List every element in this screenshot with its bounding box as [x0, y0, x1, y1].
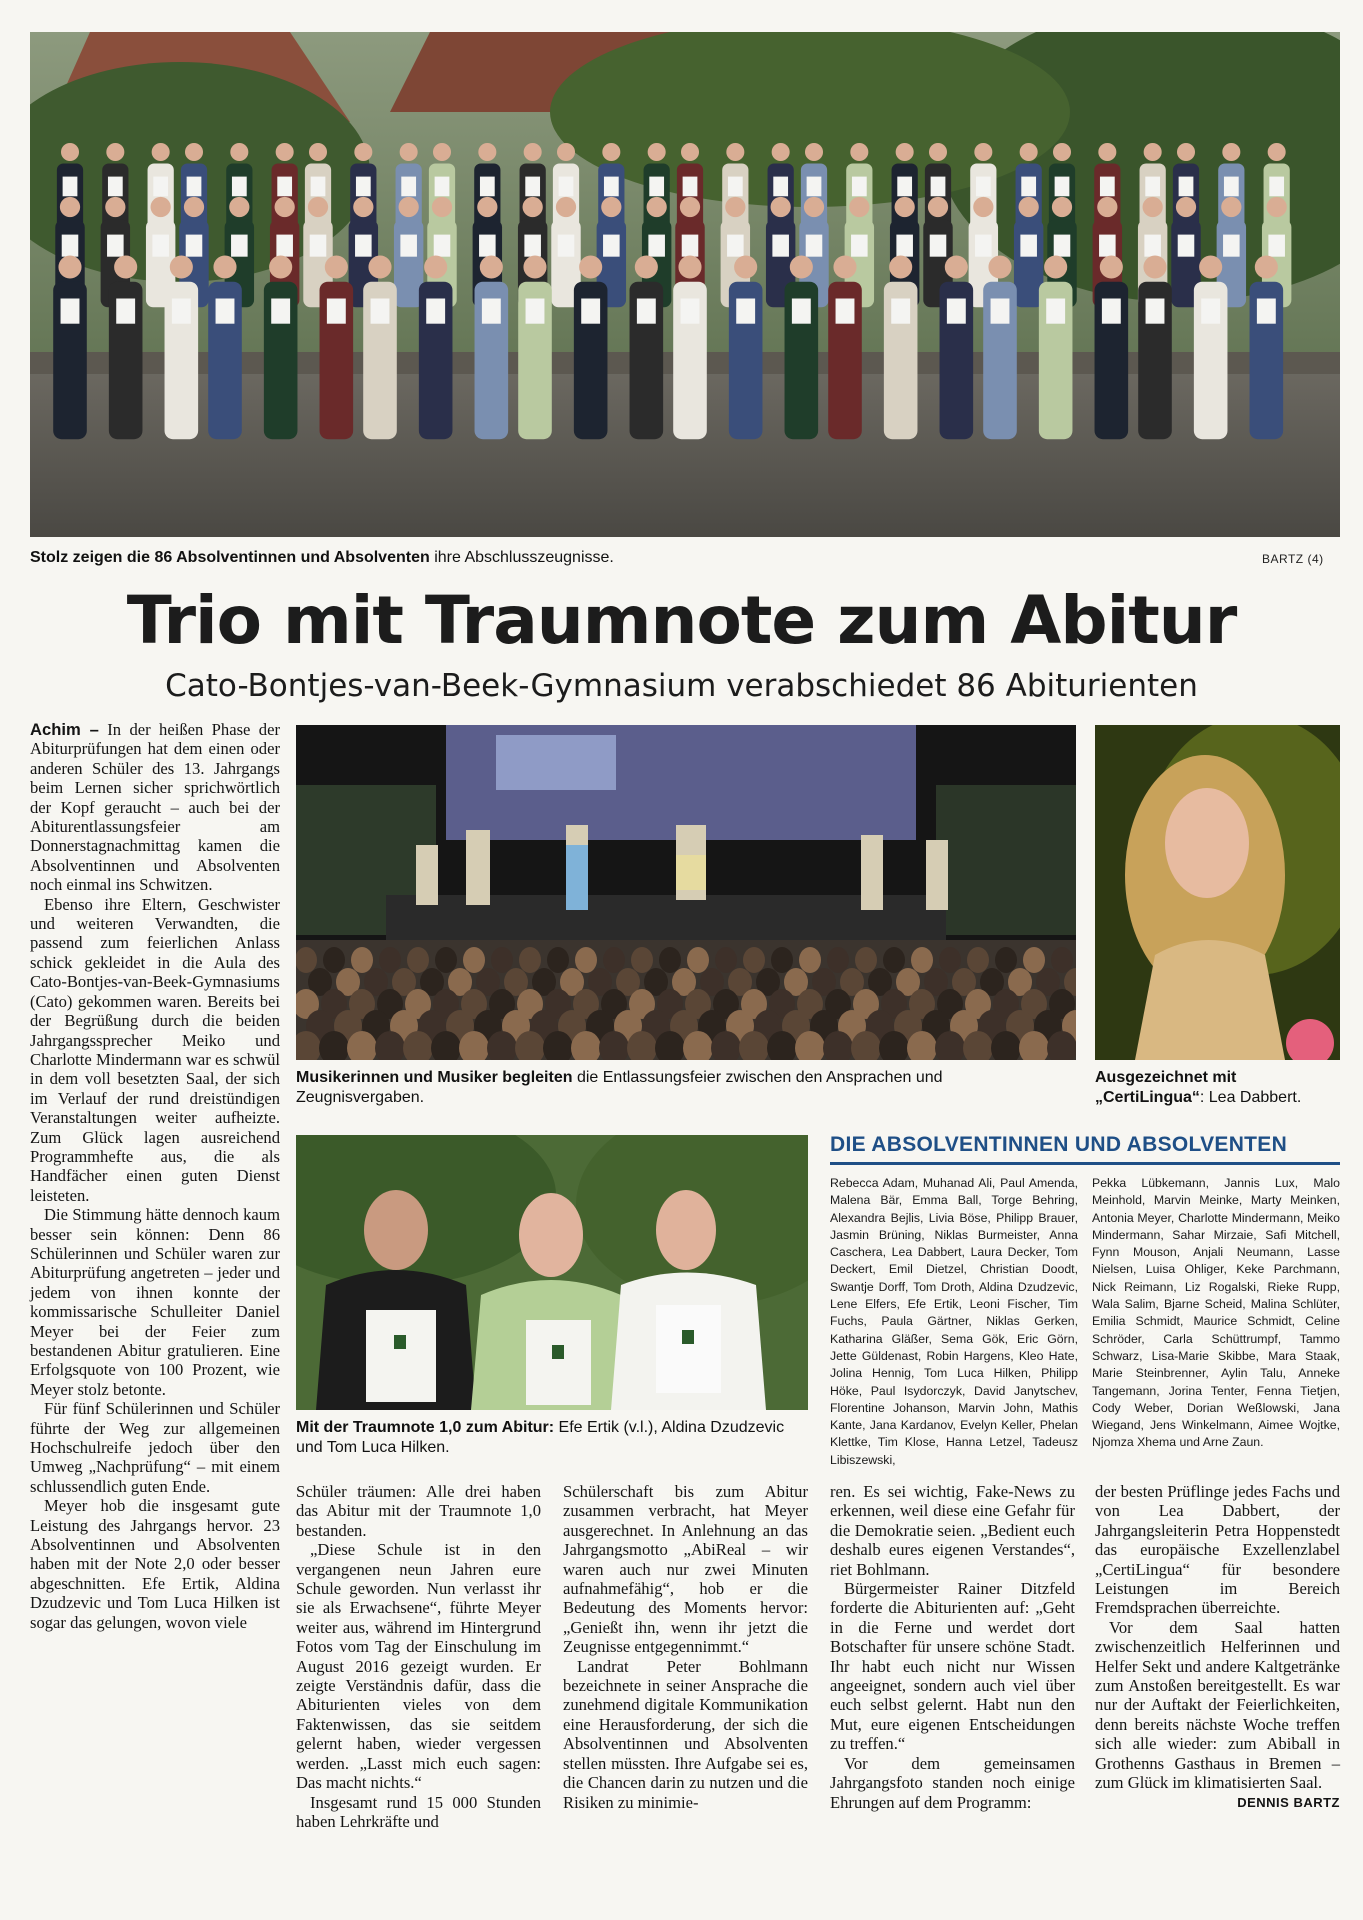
certificate [727, 235, 744, 257]
portrait-photo-caption-rest: : Lea Dabbert. [1199, 1089, 1302, 1106]
article-column-5 [1095, 1482, 1340, 1812]
certificate [1257, 299, 1276, 324]
audience-head [547, 947, 569, 973]
article-paragraph: Schüler träumen: Alle drei haben das Abitur mit der Traumnote 1,0 bestanden. [296, 1482, 541, 1540]
article-paragraph: Für fünf Schülerinnen und Schüler führte der Weg zur allgemeinen Hochschulreife jedoch über den Umweg „Nachprüfung“ – mit einem schlussendlich guten Ende. [30, 1399, 280, 1496]
person-head [354, 143, 372, 161]
certificate [947, 299, 966, 324]
article-paragraph [1095, 1617, 1340, 1810]
certificate [271, 299, 290, 324]
trio-photo-caption-bold: Mit der Traumnote 1,0 zum Abitur: [296, 1419, 555, 1436]
person-head [680, 197, 700, 217]
certificate [152, 235, 169, 257]
certificate [896, 235, 913, 257]
audience-head [939, 947, 961, 973]
person-head [432, 197, 452, 217]
certificate [1224, 177, 1239, 197]
audience-head [1051, 947, 1073, 973]
person-head [1052, 197, 1072, 217]
person-head [480, 255, 503, 278]
certificate [681, 299, 700, 324]
certificate [836, 299, 855, 324]
audience-head [883, 947, 905, 973]
person-head [229, 197, 249, 217]
person-head [58, 255, 81, 278]
article-column-2 [296, 1482, 541, 1831]
person-head [1267, 197, 1287, 217]
certificate [1268, 235, 1285, 257]
person-head [557, 143, 575, 161]
paragraph-text: In der heißen Phase der Abiturprüfungen hat dem einen oder anderen Schüler des 13. Jahrgangs beim Lernen sicher sprichwörtlich der Kopf geraucht – auch bei der Abiturentlassungsfeier am Donnerstagnachmittag kamen die Absolventinnen und Absolventen noch einmal ins Schwitzen. [30, 720, 280, 895]
person-head [368, 255, 391, 278]
certificate [1099, 235, 1116, 257]
person-head [1176, 197, 1196, 217]
person-head [602, 143, 620, 161]
graduates-names-left: Rebecca Adam, Muhanad Ali, Paul Amenda, Malena Bär, Emma Ball, Torge Behring, Alexandra Bejlis, Livia Böse, Philipp Brauer, Jasmin Brüning, Niklas Burmeister, Anna Caschera, Lea Dabbert, Laura Decker, Tom Deckert, Emil Dietzel, Christian Doodt, Swantje Dorff, Tom Droth, Aldina Dzudzevic, Lene Elfers, Efe Ertik, Leoni Fischer, Tim Fuchs, Paula Gärtner, Niklas Gerken, Katharina Gläßer, Sema Gök, Eric Görn, Jette Güldenast, Robin Hargens, Kleo Hate, Jolina Hennig, Tom Luca Hilken, Philipp Höke, Paul Isydorczyk, David Janytschev, Florentine Johanson, Marvin John, Mathis Kante, Jana Kardanov, Evelyn Keller, Phelan Klettke, Tim Klose, Hanna Letzel, Tadeusz Libiszewski, [830, 1176, 1078, 1467]
certificate [637, 299, 656, 324]
person-head [726, 143, 744, 161]
person-head [60, 197, 80, 217]
person-head [106, 143, 124, 161]
certificate [975, 235, 992, 257]
person-head [353, 197, 373, 217]
certificate [479, 235, 496, 257]
person-head [973, 197, 993, 217]
person-head [850, 143, 868, 161]
certificate [525, 177, 540, 197]
certificate [108, 177, 123, 197]
person-head [523, 255, 546, 278]
person-head [1177, 143, 1195, 161]
person-head [309, 143, 327, 161]
article-column-3 [563, 1482, 808, 1812]
audience-head [519, 947, 541, 973]
graduates-box-title: DIE ABSOLVENTINNEN UND ABSOLVENTEN [830, 1133, 1288, 1156]
trio-photo-caption-rest: Efe Ertik (v.l.), Aldina Dzudzevic und Tom Luca Hilken. [296, 1419, 785, 1456]
certificate [891, 299, 910, 324]
certificate [807, 177, 822, 197]
photo-credit: BARTZ (4) [1262, 552, 1324, 566]
article-paragraph: der besten Prüflinge jedes Fachs und von Lea Dabbert, der Jahrgangsleiterin Petra Hoppenstedt das europäische Exzellenzlabel „CertiLingua“ für besondere Leistungen im Bereich Fremdsprachen überreichte. [1095, 1482, 1340, 1618]
article-paragraph: ren. Es sei wichtig, Fake-News zu erkennen, weil diese eine Gefahr für die Demokratie seien. „Bedient euch deshalb eures eigenen Verstandes“, riet Bohlmann. [830, 1482, 1075, 1579]
person-head [1020, 143, 1038, 161]
person-head [556, 197, 576, 217]
audience-head [575, 947, 597, 973]
person-head [230, 143, 248, 161]
article-column-1 [30, 720, 280, 1632]
certificate [434, 235, 451, 257]
graduates-names-right: Pekka Lübkemann, Jannis Lux, Malo Meinhold, Marvin Meinke, Marty Meinken, Antonia Meyer, Charlotte Mindermann, Meiko Mindermann, Sahar Mirzaie, Safi Mitchell, Fynn Mouson, Anjali Neumann, Lasse Nielsen, Luisa Ohliger, Keke Parchmann, Nick Reimann, Liz Rogalski, Rieke Rupp, Wala Salim, Bjarne Scheid, Malina Schlüter, Emilia Schmidt, Maurice Schmidt, Celine Schröder, Carla Schüttrumpf, Tammo Schwarz, Lisa-Marie Skibbe, Mara Staak, Marie Steinbrenner, Aylin Talu, Anneke Tangemann, Jorina Tenter, Fenna Tietjen, Cody Weber, Dorian Weßlowski, Jana Wiegand, Jens Winkelmann, Aimee Wojtke, Njomza Xhema und Arne Zaun. [1092, 1176, 1340, 1450]
person-head [213, 255, 236, 278]
person-head [635, 255, 658, 278]
person-head [772, 143, 790, 161]
stage-photo-caption-rest: die Entlassungsfeier zwischen den Ansprachen und Zeugnisvergaben. [296, 1069, 943, 1106]
person-head [579, 255, 602, 278]
person-head [1199, 255, 1222, 278]
author-byline: DENNIS BARTZ [1237, 1794, 1340, 1810]
certificate [852, 177, 867, 197]
person-head [849, 197, 869, 217]
certificate [930, 235, 947, 257]
person-head [400, 143, 418, 161]
person-head [275, 197, 295, 217]
audience-head [407, 947, 429, 973]
person-head [1019, 197, 1039, 217]
audience-head [911, 947, 933, 973]
audience-head [463, 947, 485, 973]
audience-head [771, 947, 793, 973]
article-paragraph: Ebenso ihre Eltern, Geschwister und weiteren Verwandten, die passend zum feierlichen Anlass schick gekleidet in die Aula des Cato-Bontjes-van-Beek-Gymnasiums (Cato) gekommen waren. Bereits bei der Begrüßung durch die beiden Jahrgangssprecher Meiko und Charlotte Mindermann war es schwül in dem voll besetzten Saal, der sich im Verlauf der rund dreistündigen Veranstaltungen weiter aufheizte. Zum Glück lagen ausreichend Programmhefte aus, die als Handfächer einen guten Dienst leisteten. [30, 894, 280, 1205]
certificate [524, 235, 541, 257]
portrait-photo-caption [1095, 1068, 1335, 1108]
portrait-photo-caption-bold: Ausgezeichnet mit „CertiLingua“ [1095, 1069, 1237, 1106]
person-head [523, 197, 543, 217]
certificate [648, 235, 665, 257]
person-head [184, 197, 204, 217]
audience-head [435, 947, 457, 973]
certificate [683, 177, 698, 197]
person-head [424, 255, 447, 278]
certificate [482, 299, 501, 324]
person-head [152, 143, 170, 161]
audience-head [743, 947, 765, 973]
person-head [804, 197, 824, 217]
certificate [649, 177, 664, 197]
certificate [371, 299, 390, 324]
certificate [116, 299, 135, 324]
certificate [356, 177, 371, 197]
person-head [945, 255, 968, 278]
certificate [231, 235, 248, 257]
stage-photo-caption [296, 1068, 1066, 1108]
article-paragraph: Bürgermeister Rainer Ditzfeld forderte die Abiturienten auf: „Geht in die Ferne und werdet dort Botschafter für unsere schöne Stadt. Ihr habt euch nicht nur Wissen angeeignet, sondern auch viel über euch selbst gelernt. Habt nun den Mut, eure eigenen Entscheidungen zu treffen.“ [830, 1579, 1075, 1754]
person-head [1100, 255, 1123, 278]
certificate [581, 299, 600, 324]
article-paragraph: Schülerschaft bis zum Abitur zusammen verbracht, hat Meyer ausgerechnet. In Anlehnung an das Jahrgangsmotto „AbiReal – wir waren auch nur zwei Minuten aufnahmefähig“, hob er die Bedeutung des Moments hervor: „Genießt ihn, wenn ihr jetzt die Zeugnisse entgegennimmt.“ [563, 1482, 808, 1657]
certificate [931, 177, 946, 197]
person-head [1097, 197, 1117, 217]
person-head [734, 255, 757, 278]
article-paragraph [30, 720, 280, 895]
person-head [1144, 143, 1162, 161]
certificate [400, 235, 417, 257]
person-head [896, 143, 914, 161]
certificate [1021, 177, 1036, 197]
person-head [895, 197, 915, 217]
person-head [105, 197, 125, 217]
person-head [771, 197, 791, 217]
person-head [114, 255, 137, 278]
certificate [1179, 177, 1194, 197]
subheadline: Cato-Bontjes-van-Beek-Gymnasium verabschiedet 86 Abiturienten [165, 668, 1198, 704]
audience-head [491, 947, 513, 973]
audience-head [1023, 947, 1045, 973]
certificate [558, 235, 575, 257]
person-head [678, 255, 701, 278]
trio-photo [296, 1135, 808, 1410]
person-head [725, 197, 745, 217]
certificate [61, 299, 80, 324]
certificate [851, 235, 868, 257]
certificate [435, 177, 450, 197]
article-paragraph: „Diese Schule ist in den vergangenen neun Jahren eure Schule geworden. Nun verlasst ihr sie als Erwachsene“, führte Meyer weiter aus, während im Hintergrund Fotos vom Tag der Einschulung im August 2016 gezeigt wurden. Er zeigte Verständnis dafür, dass die Abiturienten vieles von dem Faktenwissen, das sie seitdem gelernt haben, wieder vergessen werden. „Lasst mich euch sagen: Das macht nichts.“ [296, 1540, 541, 1793]
certificate [1144, 235, 1161, 257]
certificate [991, 299, 1010, 324]
audience-head [659, 947, 681, 973]
group-photo-caption-rest: ihre Abschlusszeugnisse. [429, 549, 614, 566]
certificate [772, 235, 789, 257]
certificate [736, 299, 755, 324]
certificate [311, 177, 326, 197]
audience-head [296, 947, 317, 973]
article-paragraph: Meyer hob die insgesamt gute Leistung des Jahrgangs hervor. 23 Absolventinnen und Absolventen haben mit der Note 2,0 oder besser abgeschnitten. Efe Ertik, Aldina Dzudzevic und Tom Luca Hilken ist sogar das gelungen, wovon viele [30, 1496, 280, 1632]
audience-head [631, 947, 653, 973]
certificate [277, 177, 292, 197]
certificate [426, 299, 445, 324]
person-head [524, 143, 542, 161]
person-head [648, 143, 666, 161]
article-column-4 [830, 1482, 1075, 1812]
certificate [773, 177, 788, 197]
person-head [1143, 255, 1166, 278]
headline: Trio mit Traumnote zum Abitur [126, 582, 1237, 659]
person-head [170, 255, 193, 278]
certificate [1054, 235, 1071, 257]
certificate [187, 177, 202, 197]
audience-head [323, 947, 345, 973]
group-photo [30, 32, 1340, 537]
certificate [355, 235, 372, 257]
certificate [401, 177, 416, 197]
person-head [1053, 143, 1071, 161]
certificate [186, 235, 203, 257]
person-head [988, 255, 1011, 278]
audience-head [967, 947, 989, 973]
certificate [107, 235, 124, 257]
certificate [62, 235, 79, 257]
certificate [897, 177, 912, 197]
graduates-box-rule [830, 1162, 1340, 1165]
audience-head [995, 947, 1017, 973]
certificate [1201, 299, 1220, 324]
person-head [1255, 255, 1278, 278]
person-head [151, 197, 171, 217]
certificate [216, 299, 235, 324]
certificate [480, 177, 495, 197]
stage-photo [296, 725, 1076, 1060]
person-head [478, 143, 496, 161]
person-head [276, 143, 294, 161]
certificate [1102, 299, 1121, 324]
person-head [269, 255, 292, 278]
audience-head [603, 947, 625, 973]
person-head [1221, 197, 1241, 217]
person-head [185, 143, 203, 161]
certificate [1146, 299, 1165, 324]
person-head [1098, 143, 1116, 161]
person-head [399, 197, 419, 217]
group-photo-caption [30, 548, 1130, 568]
audience-head [855, 947, 877, 973]
certificate [559, 177, 574, 197]
certificate [232, 177, 247, 197]
certificate [153, 177, 168, 197]
person-head [325, 255, 348, 278]
person-head [477, 197, 497, 217]
audience-head [351, 947, 373, 973]
audience-head [799, 947, 821, 973]
certificate [603, 235, 620, 257]
certificate [1020, 235, 1037, 257]
person-head [601, 197, 621, 217]
audience-head [827, 947, 849, 973]
person-head [805, 143, 823, 161]
person-head [833, 255, 856, 278]
certificate [1269, 177, 1284, 197]
certificate [682, 235, 699, 257]
person-head [61, 143, 79, 161]
certificate [172, 299, 191, 324]
person-head [1143, 197, 1163, 217]
certificate [327, 299, 346, 324]
person-head [1222, 143, 1240, 161]
person-head [974, 143, 992, 161]
certificate [604, 177, 619, 197]
certificate [792, 299, 811, 324]
certificate [728, 177, 743, 197]
person-head [433, 143, 451, 161]
certificate [276, 235, 293, 257]
article-paragraph: Landrat Peter Bohlmann bezeichnete in seiner Ansprache die zunehmend digitale Kommunikation eine Herausforderung, der sich die Absolventinnen und Absolventen stellen müssten. Ihre Aufgabe sei es, die Chancen darin zu nutzen und die Risiken zu minimie- [563, 1656, 808, 1812]
article-paragraph: Vor dem gemeinsamen Jahrgangsfoto standen noch einige Ehrungen auf dem Programm: [830, 1753, 1075, 1812]
certificate [1055, 177, 1070, 197]
certificate [63, 177, 78, 197]
audience-head [715, 947, 737, 973]
certificate [1046, 299, 1065, 324]
person-head [1268, 143, 1286, 161]
certificate [976, 177, 991, 197]
paragraph-text: Vor dem Saal hatten zwischenzeitlich Helferinnen und Helfer Sekt und andere Kaltgetränke zum Anstoßen bereitgestellt. Es war nur der Auftakt der Feierlichkeiten, denn bereits nächste Woche treffen sich alle wieder: zum Abiball in Grothenns Gasthaus in Bremen – zum Glück im klimatisierten Saal. [1095, 1617, 1340, 1793]
person-head [889, 255, 912, 278]
certificate [1223, 235, 1240, 257]
certificate [806, 235, 823, 257]
certificate [1145, 177, 1160, 197]
stage-photo-caption-bold: Musikerinnen und Musiker begleiten [296, 1069, 573, 1086]
person-head [647, 197, 667, 217]
trio-photo-caption [296, 1418, 806, 1458]
group-photo-caption-bold: Stolz zeigen die 86 Absolventinnen und Absolventen [30, 549, 430, 566]
certificate [1178, 235, 1195, 257]
article-paragraph: Insgesamt rund 15 000 Stunden haben Lehrkräfte und [296, 1792, 541, 1831]
audience-head [379, 947, 401, 973]
person-head [928, 197, 948, 217]
person-head [1044, 255, 1067, 278]
certificate [1100, 177, 1115, 197]
person-head [790, 255, 813, 278]
person-head [681, 143, 699, 161]
audience-head [687, 947, 709, 973]
dateline: Achim – [30, 720, 99, 739]
person-head [929, 143, 947, 161]
portrait-photo [1095, 725, 1340, 1060]
certificate [526, 299, 545, 324]
person-head [308, 197, 328, 217]
article-paragraph: Die Stimmung hätte dennoch kaum besser sein können: Denn 86 Schülerinnen und Schüler waren zur Abiturprüfung angetreten – jeder und jedem von ihnen konnte der kommissarische Schulleiter Daniel Meyer bei der Feier zum bestandenen Abitur gratulieren. Eine Erfolgsquote von 100 Prozent, wie Meyer stolz betonte. [30, 1205, 280, 1399]
certificate [310, 235, 327, 257]
